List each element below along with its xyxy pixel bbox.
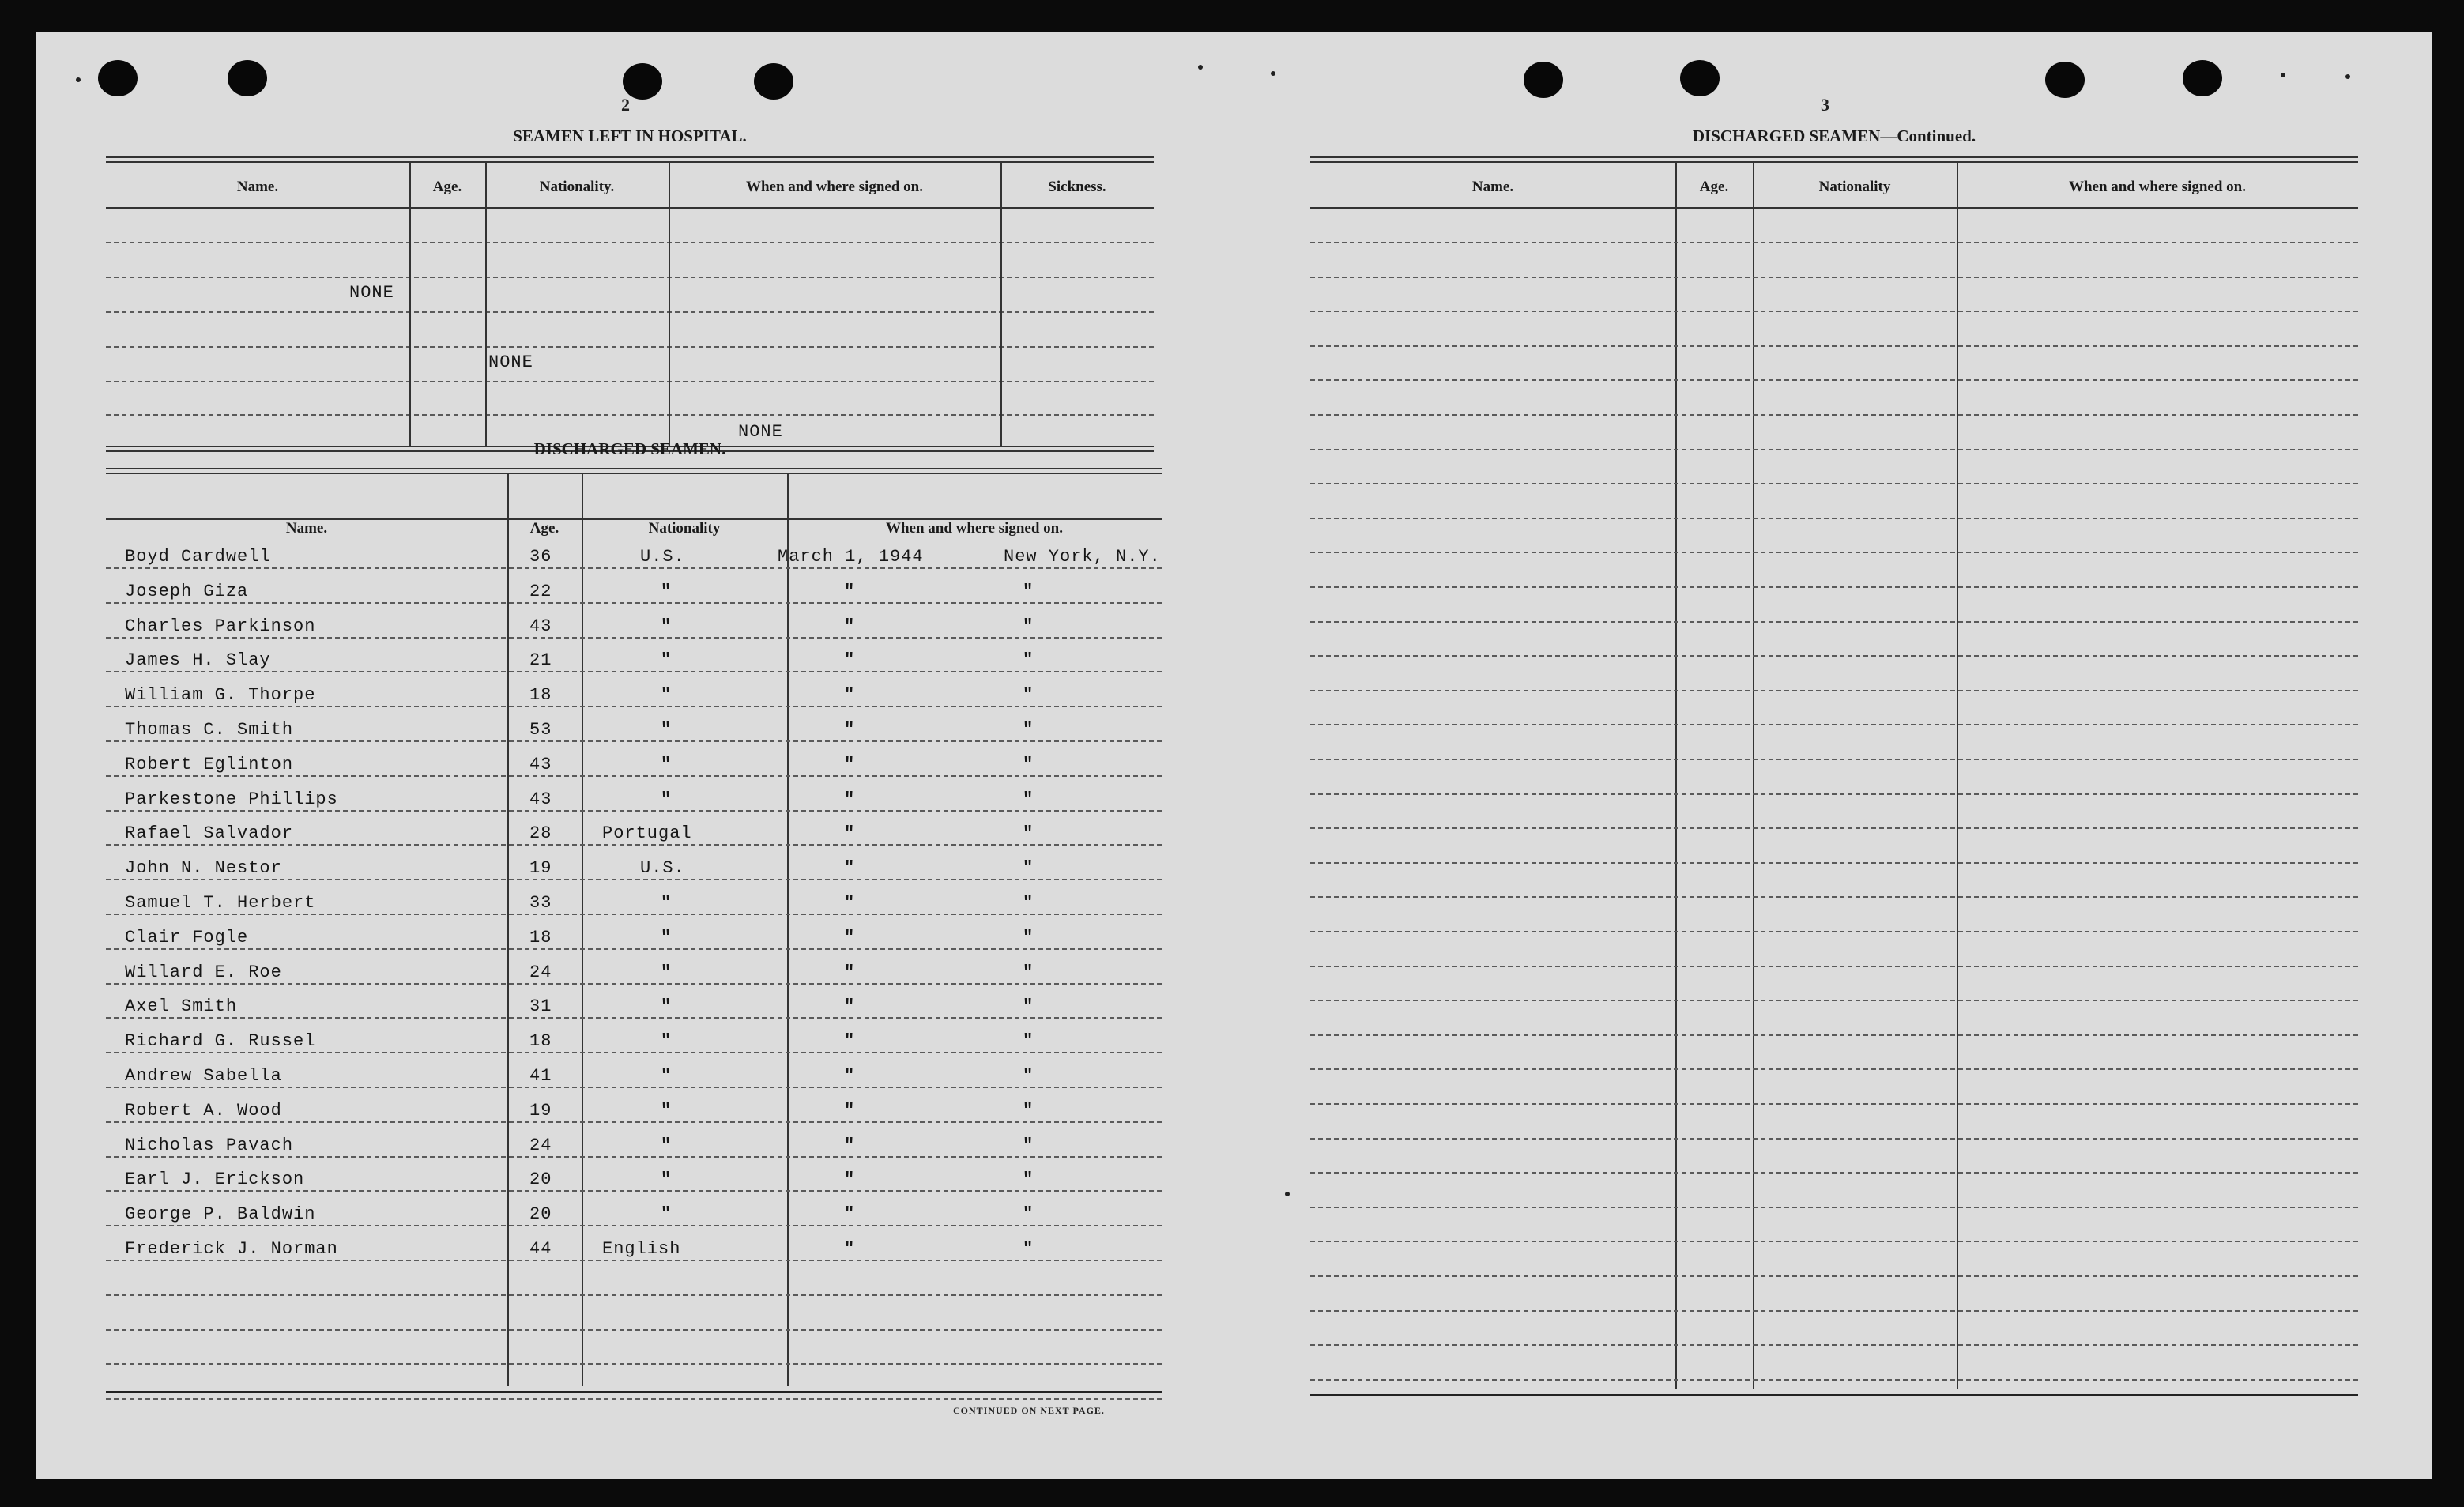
hospital-nationality-entry: NONE bbox=[488, 352, 533, 372]
col-age: Age. bbox=[529, 520, 559, 537]
row-line bbox=[106, 1017, 1162, 1019]
seaman-nationality: " bbox=[661, 1031, 672, 1051]
seaman-nationality: " bbox=[661, 1170, 672, 1189]
seaman-name: Earl J. Erickson bbox=[125, 1170, 305, 1189]
col-name: Name. bbox=[285, 520, 328, 537]
row-line bbox=[1310, 518, 2358, 519]
row-line bbox=[1310, 1207, 2358, 1208]
row-line bbox=[1310, 1344, 2358, 1346]
row-line bbox=[106, 1087, 1162, 1088]
row-line bbox=[106, 637, 1162, 639]
row-line bbox=[1310, 621, 2358, 623]
row-line bbox=[1310, 1241, 2358, 1242]
seaman-name: John N. Nestor bbox=[125, 858, 282, 878]
row-line bbox=[1310, 862, 2358, 864]
row-line bbox=[106, 879, 1162, 880]
signed-on-date: " bbox=[844, 582, 855, 601]
seaman-name: Willard E. Roe bbox=[125, 963, 282, 982]
hospital-name-entry: NONE bbox=[349, 283, 394, 303]
row-line bbox=[106, 810, 1162, 812]
seaman-nationality: " bbox=[661, 789, 672, 809]
document-page bbox=[36, 32, 2432, 1479]
seaman-age: 18 bbox=[529, 1031, 552, 1051]
seaman-age: 24 bbox=[529, 963, 552, 982]
punch-hole bbox=[2045, 62, 2085, 98]
col-name: Name. bbox=[236, 179, 279, 195]
signed-on-place: New York, N.Y. bbox=[1004, 547, 1161, 567]
discharged-continued-table bbox=[1310, 156, 2358, 1405]
seaman-age: 41 bbox=[529, 1066, 552, 1086]
signed-on-date: " bbox=[844, 963, 855, 982]
speck bbox=[1198, 65, 1203, 70]
punch-hole bbox=[228, 60, 267, 96]
signed-on-date: " bbox=[844, 823, 855, 843]
signed-on-date: March 1, 1944 bbox=[778, 547, 924, 567]
col-sickness: Sickness. bbox=[1048, 179, 1106, 195]
signed-on-place: " bbox=[1023, 1136, 1034, 1155]
row-line bbox=[1310, 896, 2358, 898]
row-line bbox=[1310, 483, 2358, 484]
signed-on-place: " bbox=[1023, 1066, 1034, 1086]
seaman-age: 43 bbox=[529, 789, 552, 809]
seaman-age: 18 bbox=[529, 928, 552, 948]
row-line bbox=[106, 1260, 1162, 1261]
signed-on-place: " bbox=[1023, 997, 1034, 1016]
seaman-nationality: " bbox=[661, 685, 672, 705]
row-line bbox=[1310, 793, 2358, 795]
seaman-age: 24 bbox=[529, 1136, 552, 1155]
signed-on-date: " bbox=[844, 1170, 855, 1189]
page-number-right: 3 bbox=[1821, 95, 1829, 115]
row-line bbox=[1310, 345, 2358, 347]
seaman-age: 21 bbox=[529, 650, 552, 670]
seaman-nationality: " bbox=[661, 1101, 672, 1121]
seaman-nationality: " bbox=[661, 650, 672, 670]
seaman-nationality: " bbox=[661, 1136, 672, 1155]
col-name: Name. bbox=[1471, 179, 1514, 195]
seaman-age: 19 bbox=[529, 858, 552, 878]
speck bbox=[76, 77, 81, 82]
seaman-nationality: " bbox=[661, 582, 672, 601]
seaman-age: 31 bbox=[529, 997, 552, 1016]
col-signed-on: When and where signed on. bbox=[2068, 179, 2246, 195]
seaman-name: Robert A. Wood bbox=[125, 1101, 282, 1121]
row-line bbox=[106, 671, 1162, 672]
row-line bbox=[106, 706, 1162, 707]
signed-on-place: " bbox=[1023, 1204, 1034, 1224]
seaman-nationality: U.S. bbox=[640, 858, 685, 878]
seaman-nationality: U.S. bbox=[640, 547, 685, 567]
col-nationality: Nationality. bbox=[539, 179, 615, 195]
seaman-age: 28 bbox=[529, 823, 552, 843]
discharged-table bbox=[106, 468, 1162, 1400]
row-line bbox=[1310, 277, 2358, 278]
signed-on-date: " bbox=[844, 1101, 855, 1121]
signed-on-place: " bbox=[1023, 928, 1034, 948]
seaman-age: 43 bbox=[529, 755, 552, 774]
row-line bbox=[1310, 242, 2358, 243]
row-line bbox=[1310, 586, 2358, 588]
seaman-age: 43 bbox=[529, 616, 552, 636]
signed-on-place: " bbox=[1023, 1101, 1034, 1121]
signed-on-date: " bbox=[844, 616, 855, 636]
seaman-name: Richard G. Russel bbox=[125, 1031, 316, 1051]
row-line bbox=[1310, 1275, 2358, 1277]
signed-on-place: " bbox=[1023, 1031, 1034, 1051]
row-line bbox=[1310, 759, 2358, 760]
signed-on-date: " bbox=[844, 789, 855, 809]
signed-on-date: " bbox=[844, 1066, 855, 1086]
seaman-age: 20 bbox=[529, 1170, 552, 1189]
punch-hole bbox=[1524, 62, 1563, 98]
signed-on-date: " bbox=[844, 928, 855, 948]
seaman-nationality: Portugal bbox=[602, 823, 692, 843]
row-line bbox=[106, 602, 1162, 604]
row-line bbox=[1310, 931, 2358, 932]
seaman-nationality: " bbox=[661, 997, 672, 1016]
row-line bbox=[106, 1294, 1162, 1296]
speck bbox=[1271, 71, 1275, 76]
seaman-age: 19 bbox=[529, 1101, 552, 1121]
signed-on-place: " bbox=[1023, 789, 1034, 809]
continued-title: DISCHARGED SEAMEN—Continued. bbox=[1692, 126, 1976, 145]
seaman-name: Axel Smith bbox=[125, 997, 238, 1016]
seaman-name: Rafael Salvador bbox=[125, 823, 294, 843]
seaman-age: 36 bbox=[529, 547, 552, 567]
row-line bbox=[106, 1121, 1162, 1123]
signed-on-place: " bbox=[1023, 720, 1034, 740]
signed-on-place: " bbox=[1023, 963, 1034, 982]
signed-on-place: " bbox=[1023, 650, 1034, 670]
seaman-nationality: " bbox=[661, 1066, 672, 1086]
seaman-nationality: English bbox=[602, 1239, 681, 1259]
signed-on-date: " bbox=[844, 720, 855, 740]
row-line bbox=[1310, 449, 2358, 450]
row-line bbox=[1310, 1068, 2358, 1070]
signed-on-date: " bbox=[844, 1136, 855, 1155]
seaman-name: Clair Fogle bbox=[125, 928, 249, 948]
page-number-left: 2 bbox=[621, 95, 630, 115]
row-line bbox=[1310, 1310, 2358, 1312]
signed-on-date: " bbox=[844, 685, 855, 705]
row-line bbox=[106, 1225, 1162, 1226]
row-line bbox=[1310, 1103, 2358, 1105]
punch-hole bbox=[2183, 60, 2222, 96]
seaman-nationality: " bbox=[661, 928, 672, 948]
seaman-name: Frederick J. Norman bbox=[125, 1239, 338, 1259]
row-line bbox=[1310, 1138, 2358, 1140]
col-nationality: Nationality bbox=[648, 520, 721, 537]
seaman-nationality: " bbox=[661, 893, 672, 913]
col-signed-on: When and where signed on. bbox=[745, 179, 923, 195]
signed-on-place: " bbox=[1023, 858, 1034, 878]
signed-on-place: " bbox=[1023, 616, 1034, 636]
signed-on-date: " bbox=[844, 858, 855, 878]
signed-on-place: " bbox=[1023, 755, 1034, 774]
seaman-name: Joseph Giza bbox=[125, 582, 249, 601]
row-line bbox=[106, 1398, 1162, 1400]
col-nationality: Nationality bbox=[1818, 179, 1891, 195]
row-line bbox=[106, 1190, 1162, 1192]
seaman-name: George P. Baldwin bbox=[125, 1204, 316, 1224]
signed-on-place: " bbox=[1023, 1239, 1034, 1259]
seaman-name: Parkestone Phillips bbox=[125, 789, 338, 809]
row-line bbox=[106, 1052, 1162, 1053]
row-line bbox=[1310, 690, 2358, 691]
row-line bbox=[106, 914, 1162, 915]
speck bbox=[2345, 74, 2350, 79]
signed-on-date: " bbox=[844, 1031, 855, 1051]
row-line bbox=[1310, 655, 2358, 657]
seaman-nationality: " bbox=[661, 1204, 672, 1224]
seaman-nationality: " bbox=[661, 616, 672, 636]
row-line bbox=[1310, 1000, 2358, 1001]
row-line bbox=[1310, 414, 2358, 416]
seaman-name: Robert Eglinton bbox=[125, 755, 294, 774]
row-line bbox=[106, 740, 1162, 742]
hospital-signed-on-entry: NONE bbox=[738, 422, 783, 442]
signed-on-date: " bbox=[844, 1239, 855, 1259]
seaman-age: 44 bbox=[529, 1239, 552, 1259]
row-line bbox=[1310, 1379, 2358, 1381]
row-line bbox=[106, 844, 1162, 846]
seaman-name: William G. Thorpe bbox=[125, 685, 316, 705]
signed-on-place: " bbox=[1023, 893, 1034, 913]
discharged-title: DISCHARGED SEAMEN. bbox=[533, 439, 726, 458]
continued-note: CONTINUED ON NEXT PAGE. bbox=[953, 1405, 1105, 1416]
hospital-table bbox=[106, 156, 1154, 466]
signed-on-date: " bbox=[844, 650, 855, 670]
seaman-name: Samuel T. Herbert bbox=[125, 893, 316, 913]
row-line bbox=[106, 1329, 1162, 1331]
seaman-name: Charles Parkinson bbox=[125, 616, 316, 636]
seaman-name: Boyd Cardwell bbox=[125, 547, 271, 567]
punch-hole bbox=[98, 60, 138, 96]
seaman-name: Nicholas Pavach bbox=[125, 1136, 294, 1155]
row-line bbox=[1310, 311, 2358, 312]
row-line bbox=[1310, 1172, 2358, 1174]
seaman-name: James H. Slay bbox=[125, 650, 271, 670]
punch-hole bbox=[1680, 60, 1720, 96]
col-signed-on: When and where signed on. bbox=[885, 520, 1063, 537]
col-age: Age. bbox=[1699, 179, 1729, 195]
speck bbox=[1285, 1192, 1290, 1196]
signed-on-place: " bbox=[1023, 1170, 1034, 1189]
hospital-title: SEAMEN LEFT IN HOSPITAL. bbox=[513, 126, 747, 145]
row-line bbox=[1310, 724, 2358, 725]
seaman-nationality: " bbox=[661, 720, 672, 740]
seaman-name: Andrew Sabella bbox=[125, 1066, 282, 1086]
speck bbox=[2281, 73, 2285, 77]
signed-on-date: " bbox=[844, 1204, 855, 1224]
seaman-age: 53 bbox=[529, 720, 552, 740]
signed-on-date: " bbox=[844, 997, 855, 1016]
seaman-nationality: " bbox=[661, 963, 672, 982]
row-line bbox=[1310, 552, 2358, 553]
seaman-age: 22 bbox=[529, 582, 552, 601]
seaman-nationality: " bbox=[661, 755, 672, 774]
signed-on-date: " bbox=[844, 755, 855, 774]
punch-hole bbox=[754, 63, 793, 100]
row-line bbox=[106, 948, 1162, 950]
row-line bbox=[1310, 827, 2358, 829]
seaman-age: 18 bbox=[529, 685, 552, 705]
row-line bbox=[1310, 1034, 2358, 1036]
signed-on-place: " bbox=[1023, 582, 1034, 601]
signed-on-place: " bbox=[1023, 823, 1034, 843]
row-line bbox=[1310, 966, 2358, 967]
seaman-age: 33 bbox=[529, 893, 552, 913]
col-age: Age. bbox=[432, 179, 462, 195]
row-line bbox=[106, 1363, 1162, 1365]
seaman-name: Thomas C. Smith bbox=[125, 720, 294, 740]
row-line bbox=[106, 775, 1162, 777]
row-line bbox=[106, 1156, 1162, 1158]
seaman-age: 20 bbox=[529, 1204, 552, 1224]
signed-on-date: " bbox=[844, 893, 855, 913]
row-line bbox=[1310, 379, 2358, 381]
row-line bbox=[106, 983, 1162, 985]
row-line bbox=[106, 567, 1162, 569]
signed-on-place: " bbox=[1023, 685, 1034, 705]
